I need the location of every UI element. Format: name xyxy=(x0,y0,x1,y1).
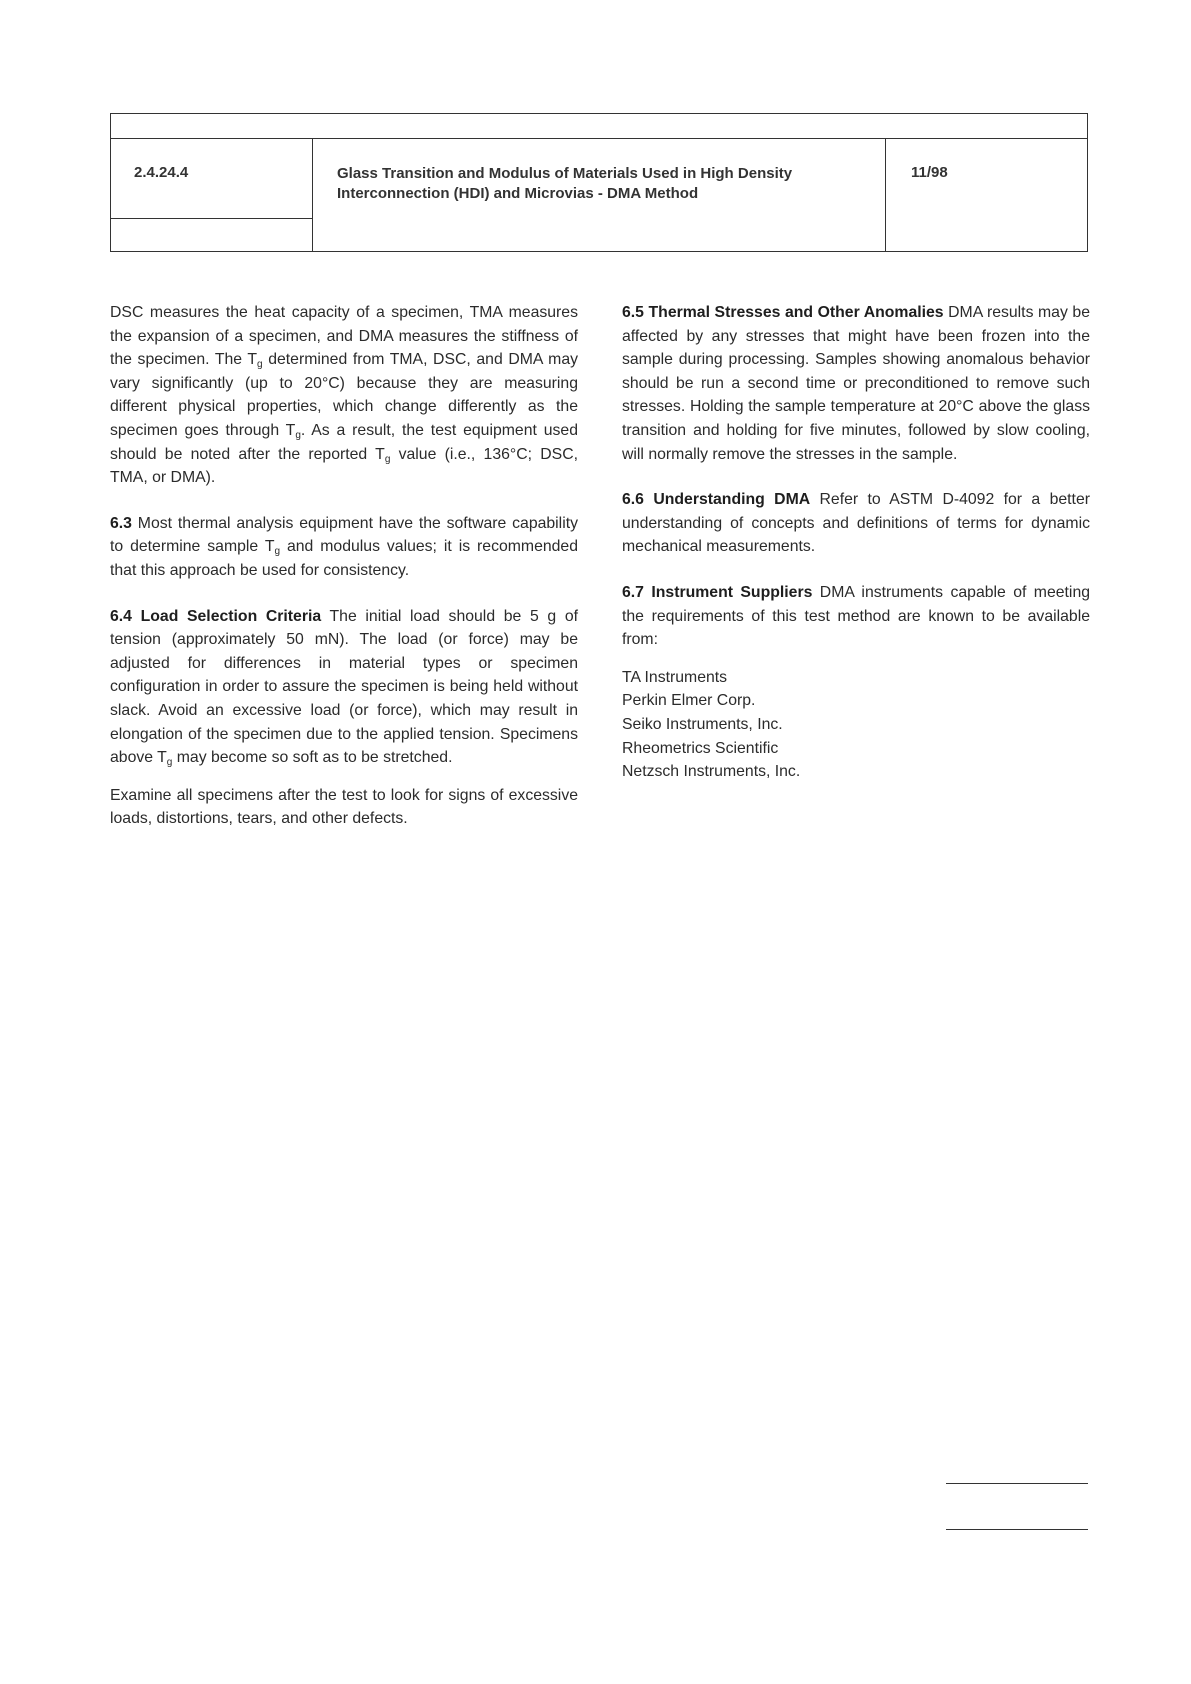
section-6-4-heading: 6.4 Load Selection Criteria xyxy=(110,607,322,625)
intro-text-1: DSC measures the heat capacity of a specimen, TMA measures the expansion of a specimen, and DMA measures the stiffness of the specimen. The T xyxy=(110,304,578,369)
footer-rule xyxy=(946,1529,1088,1530)
section-6-5-text: DMA results may be affected by any stresses that might have been frozen into the sample during processing. Samples showing anomalous behavior should be run a second time or preconditioned to remove such stresses. Holding the sample temperature at 20°C above the glass transition and holding for five minutes, followed by slow cooling, will normally remove the stresses in the sample. xyxy=(622,304,1090,463)
header-top-row xyxy=(111,114,1087,139)
section-6-4-text-1: The initial load should be 5 g of tension (approximately 50 mN). The load (or force) may be adjusted for differences in material types or specimen configuration in order to assure the specimen is being held without slack. Avoid an excessive load (or force), which may result in elongation of the specimen due to the applied tension. Specimens above T xyxy=(110,607,578,767)
header-number-divider xyxy=(111,218,312,219)
examine-paragraph: Examine all specimens after the test to look for signs of excessive loads, distortions, tears, and other defects. xyxy=(110,786,578,828)
section-6-7-text: DMA instruments capable of meeting the requirements of this test method are known to be available from: xyxy=(622,583,1091,649)
header-number-cell xyxy=(111,138,313,251)
section-6-7-heading: 6.7 Instrument Suppliers xyxy=(622,583,813,601)
section-6-6-heading: 6.6 Understanding DMA xyxy=(622,491,811,509)
list-item: TA Instruments xyxy=(622,668,728,686)
document-header xyxy=(110,113,1088,252)
intro-paragraph xyxy=(110,301,578,490)
footer-rule xyxy=(946,1483,1088,1484)
list-item: Perkin Elmer Corp. xyxy=(622,692,756,710)
section-6-6-text: Refer to ASTM D-4092 for a better understanding of concepts and definitions of terms for dynamic mechanical measurements. xyxy=(622,491,1090,556)
test-method-number: 2.4.24.4 xyxy=(134,164,189,181)
section-6-7 xyxy=(622,581,1090,652)
header-date-cell xyxy=(885,138,1087,251)
left-column xyxy=(110,301,578,853)
section-6-5-heading: 6.5 Thermal Stresses and Other Anomalies xyxy=(622,304,944,321)
section-6-6 xyxy=(622,488,1090,559)
revision-date: 11/98 xyxy=(911,164,948,181)
subscript-g: g xyxy=(384,453,391,465)
list-item: Rheometrics Scientific xyxy=(622,739,779,757)
section-6-3 xyxy=(110,512,578,583)
list-item: Seiko Instruments, Inc. xyxy=(622,715,783,733)
test-method-title: Glass Transition and Modulus of Materials Used in High Density Interconnection (HDI) and Microvias - DMA Method xyxy=(337,165,793,202)
intro-text-4: value (i.e., 136°C; DSC, TMA, or DMA). xyxy=(110,445,578,487)
section-6-3-text-1: Most thermal analysis equipment have the software capability to determine sample T xyxy=(110,514,578,556)
intro-text-3: . As a result, the test equipment used should be noted after the reported T xyxy=(110,421,578,463)
section-6-4-text-2: may become so soft as to be stretched. xyxy=(172,749,453,767)
section-6-3-text-2: and modulus values; it is recommended that this approach be used for consistency. xyxy=(110,538,578,579)
section-6-3-number: 6.3 xyxy=(110,514,132,532)
section-6-5 xyxy=(622,301,1090,466)
subscript-g: g xyxy=(257,359,263,371)
intro-text-2: determined from TMA, DSC, and DMA may vary significantly (up to 20°C) because they are measuring different physical properties, which change differently as the specimen goes through T xyxy=(110,351,579,439)
supplier-list xyxy=(622,666,1090,784)
subscript-g: g xyxy=(274,546,281,558)
section-6-4 xyxy=(110,605,578,770)
right-column xyxy=(622,301,1090,784)
list-item: Netzsch Instruments, Inc. xyxy=(622,763,801,781)
subscript-g: g xyxy=(166,757,173,769)
subscript-g: g xyxy=(295,429,301,441)
